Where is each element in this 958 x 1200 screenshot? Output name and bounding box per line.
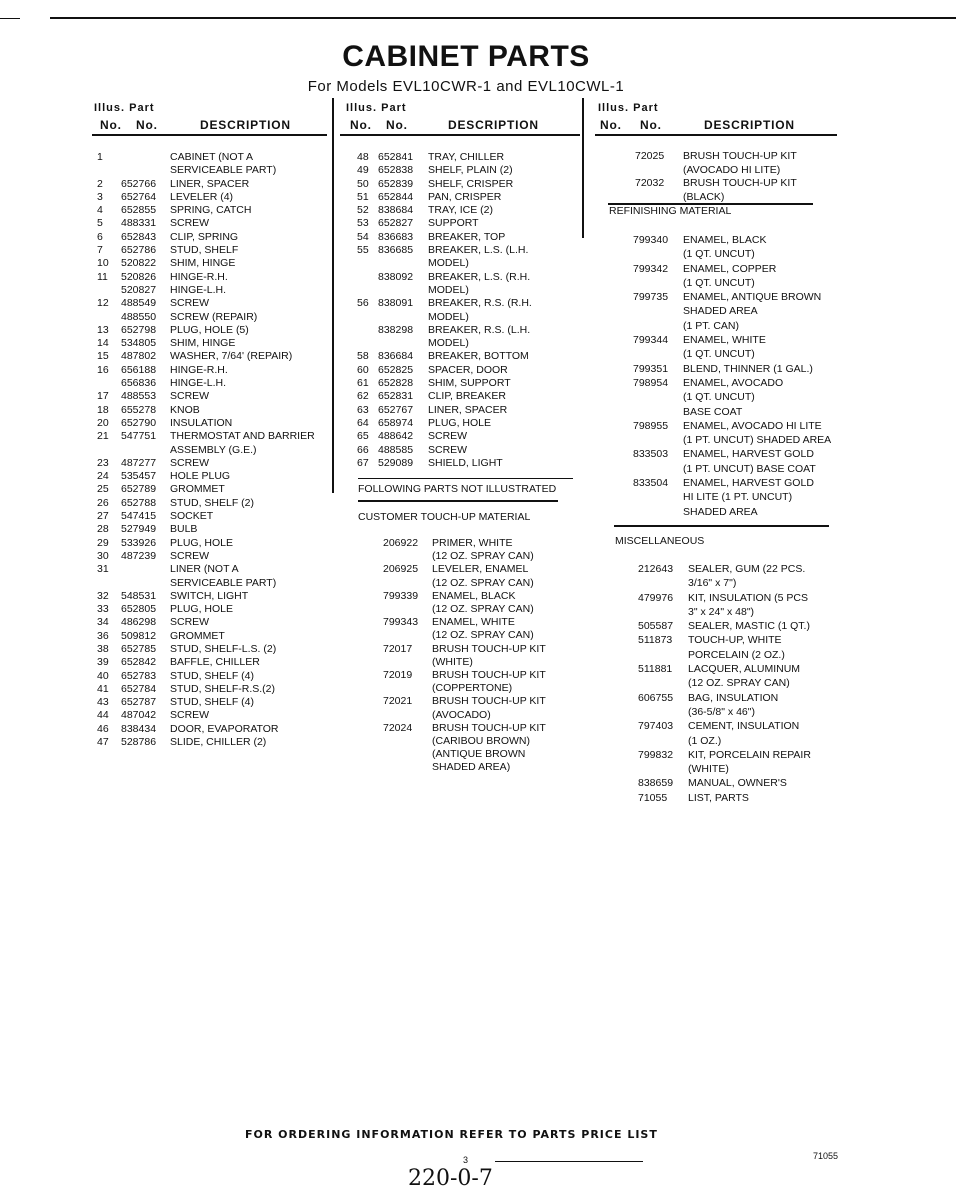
illus-number: 6 xyxy=(97,230,103,243)
part-description: BRUSH TOUCH-UP KIT (WHITE) xyxy=(432,642,546,668)
part-number: 206922 xyxy=(383,537,419,549)
part-description: HOLE PLUG xyxy=(170,470,231,483)
part-description: LINER, SPACER xyxy=(170,177,250,190)
part-number: 652783 xyxy=(121,669,157,682)
header-illus-part xyxy=(346,102,407,114)
part-description: SCREW xyxy=(170,616,210,629)
part-description: SCREW xyxy=(170,297,210,310)
header-description: DESCRIPTION xyxy=(448,118,539,132)
page-title: CABINET PARTS xyxy=(342,40,590,73)
part-number: 836685 xyxy=(378,244,414,257)
header-description: DESCRIPTION xyxy=(200,118,291,132)
part-description: SCREW xyxy=(170,390,210,403)
part-number: 838659 xyxy=(638,777,674,790)
part-description: STUD, SHELF (2) xyxy=(170,496,255,509)
part-description: SCREW xyxy=(428,430,468,443)
header-rule xyxy=(595,134,837,136)
column-divider xyxy=(582,98,584,238)
part-number: 652828 xyxy=(378,377,414,390)
part-number: 652839 xyxy=(378,177,414,190)
illus-number: 2 xyxy=(97,177,103,190)
part-description: STUD, SHELF (4) xyxy=(170,669,255,682)
illus-number: 51 xyxy=(357,190,369,203)
illus-number: 67 xyxy=(357,456,369,469)
illus-number: 47 xyxy=(97,736,109,749)
part-number: 479976 xyxy=(638,591,674,604)
part-number: 652786 xyxy=(121,244,157,257)
part-description: BULB xyxy=(170,523,198,536)
part-description: WASHER, 7/64' (REPAIR) xyxy=(170,350,293,363)
part-number: 528786 xyxy=(121,736,157,749)
footer-rule xyxy=(495,1161,643,1162)
part-description: SEALER, GUM (22 PCS. 3/16" x 7") xyxy=(688,563,806,590)
illus-number: 39 xyxy=(97,656,109,669)
illus-number: 55 xyxy=(357,244,369,257)
part-description: TOUCH-UP, WHITE PORCELAIN (2 OZ.) xyxy=(688,634,785,661)
part-description: LINER, SPACER xyxy=(428,403,508,416)
part-description: SOCKET xyxy=(170,510,214,523)
part-number: 212643 xyxy=(638,563,674,575)
part-description: SLIDE, CHILLER (2) xyxy=(170,736,267,749)
part-description: BRUSH TOUCH-UP KIT (AVOCADO HI LITE) xyxy=(683,150,797,176)
touchup-heading: CUSTOMER TOUCH-UP MATERIAL xyxy=(358,511,531,523)
part-number: 799351 xyxy=(633,362,669,375)
part-number: 72032 xyxy=(635,177,665,189)
part-number: 72025 xyxy=(635,150,665,162)
part-number: 206925 xyxy=(383,563,419,576)
part-description: ENAMEL, AVOCADO (1 QT. UNCUT) BASE COAT xyxy=(683,376,784,418)
part-number: 799342 xyxy=(633,262,669,275)
part-number: 533926 xyxy=(121,536,157,549)
header-rule xyxy=(340,134,580,136)
part-number: 652855 xyxy=(121,204,157,217)
part-number: 487239 xyxy=(121,549,157,562)
part-description: STUD, SHELF-L.S. (2) xyxy=(170,642,277,655)
part-description: PLUG, HOLE xyxy=(428,416,492,429)
header-part-no: No. xyxy=(136,118,158,132)
part-description: SEALER, MASTIC (1 QT.) xyxy=(688,620,810,633)
part-number: 652825 xyxy=(378,363,414,376)
part-description: HINGE-L.H. xyxy=(170,377,227,390)
part-description: LACQUER, ALUMINUM (12 OZ. SPRAY CAN) xyxy=(688,663,801,690)
illus-number: 62 xyxy=(357,390,369,403)
header-no: No. xyxy=(350,118,372,132)
page-number: 3 xyxy=(463,1155,469,1165)
part-description: SHELF, CRISPER xyxy=(428,177,514,190)
illus-number: 60 xyxy=(357,363,369,376)
part-description: SCREW xyxy=(170,456,210,469)
part-description: CEMENT, INSULATION (1 OZ.) xyxy=(688,720,800,747)
part-description: ENAMEL, COPPER (1 QT. UNCUT) xyxy=(683,262,777,289)
illus-number: 63 xyxy=(357,403,369,416)
part-number: 799832 xyxy=(638,748,674,761)
part-description: ENAMEL, HARVEST GOLD HI LITE (1 PT. UNCUT) SHADED AREA xyxy=(683,477,814,518)
part-description: KIT, INSULATION (5 PCS 3" x 24" x 48") xyxy=(688,591,808,618)
part-description: MANUAL, OWNER'S xyxy=(688,777,787,790)
column-divider xyxy=(332,98,334,493)
illus-number: 3 xyxy=(97,190,103,203)
part-description: SCREW (REPAIR) xyxy=(170,310,258,323)
part-description: PAN, CRISPER xyxy=(428,190,502,203)
part-description: ENAMEL, WHITE (12 OZ. SPRAY CAN) xyxy=(432,616,534,642)
illus-number: 53 xyxy=(357,217,369,230)
part-description: BREAKER, R.S. (L.H. MODEL) xyxy=(428,323,531,350)
part-description: BAFFLE, CHILLER xyxy=(170,656,260,669)
illus-number: 12 xyxy=(97,297,109,310)
part-number: 833503 xyxy=(633,448,669,461)
part-description: KNOB xyxy=(170,403,200,416)
part-number: 486298 xyxy=(121,616,157,629)
part-number: 798955 xyxy=(633,419,669,432)
part-number: 652838 xyxy=(378,164,414,177)
illus-number: 58 xyxy=(357,350,369,363)
part-number: 511881 xyxy=(638,663,673,676)
part-description: SHIM, HINGE xyxy=(170,257,236,270)
part-number: 652787 xyxy=(121,696,157,709)
part-number: 488549 xyxy=(121,297,157,310)
illus-number: 61 xyxy=(357,377,369,390)
part-description: SUPPORT xyxy=(428,217,479,230)
not-illustrated-heading: FOLLOWING PARTS NOT ILLUSTRATED xyxy=(358,483,557,495)
part-number: 487802 xyxy=(121,350,157,363)
part-description: ENAMEL, WHITE (1 QT. UNCUT) xyxy=(683,334,766,361)
part-number: 652844 xyxy=(378,190,414,203)
header-illus: Illus. xyxy=(598,102,630,114)
part-number: 799735 xyxy=(633,291,669,304)
part-description: ENAMEL, ANTIQUE BROWN SHADED AREA (1 PT. CAN) xyxy=(683,291,822,332)
part-number: 838298 xyxy=(378,323,414,336)
illus-number: 52 xyxy=(357,204,369,217)
illus-number: 29 xyxy=(97,536,109,549)
part-number: 505587 xyxy=(638,620,674,633)
refinishing-heading: REFINISHING MATERIAL xyxy=(609,205,732,217)
part-number: 652805 xyxy=(121,603,157,616)
part-number: 836683 xyxy=(378,230,414,243)
part-description: SCREW xyxy=(428,443,468,456)
part-number: 652843 xyxy=(121,230,157,243)
illus-number: 14 xyxy=(97,337,109,350)
part-description: ENAMEL, AVOCADO HI LITE (1 PT. UNCUT) SHADED AREA xyxy=(683,419,832,447)
part-description: CABINET (NOT A SERVICEABLE PART) xyxy=(170,151,277,177)
illus-number: 33 xyxy=(97,603,109,616)
part-description: SCREW xyxy=(170,549,210,562)
part-number: 509812 xyxy=(121,629,157,642)
part-number: 797403 xyxy=(638,720,674,733)
header-part-no: No. xyxy=(640,118,662,132)
part-number: 652798 xyxy=(121,323,157,336)
part-number: 520826 xyxy=(121,270,157,283)
part-number: 652784 xyxy=(121,682,157,695)
illus-number: 23 xyxy=(97,456,109,469)
illus-number: 16 xyxy=(97,363,109,376)
part-number: 652842 xyxy=(121,656,157,669)
illus-number: 18 xyxy=(97,403,109,416)
part-number: 487277 xyxy=(121,456,157,469)
part-number: 72017 xyxy=(383,642,413,655)
part-number: 547751 xyxy=(121,430,157,443)
part-description: ENAMEL, BLACK (1 QT. UNCUT) xyxy=(683,234,767,261)
part-number: 527949 xyxy=(121,523,157,536)
illus-number: 10 xyxy=(97,257,109,270)
part-number: 548531 xyxy=(121,589,157,602)
part-number: 838684 xyxy=(378,204,414,217)
illus-number: 5 xyxy=(97,217,103,230)
illus-number: 13 xyxy=(97,323,109,336)
illus-number: 31 xyxy=(97,563,109,576)
illus-number: 27 xyxy=(97,510,109,523)
header-illus-part xyxy=(94,102,155,114)
part-number: 652766 xyxy=(121,177,157,190)
part-description: SHELF, PLAIN (2) xyxy=(428,164,513,177)
page-subtitle: For Models EVL10CWR-1 and EVL10CWL-1 xyxy=(307,78,625,95)
illus-number: 64 xyxy=(357,416,369,429)
part-description: SWITCH, LIGHT xyxy=(170,589,249,602)
part-description: CLIP, SPRING xyxy=(170,230,239,243)
part-number: 655278 xyxy=(121,403,157,416)
part-description: SCREW xyxy=(170,217,210,230)
part-description: BRUSH TOUCH-UP KIT (COPPERTONE) xyxy=(432,668,546,695)
part-description: LEVELER (4) xyxy=(170,190,234,203)
illus-number: 41 xyxy=(97,682,109,695)
part-description: HINGE-L.H. xyxy=(170,283,227,296)
part-description: BREAKER, BOTTOM xyxy=(428,350,529,363)
illus-number: 11 xyxy=(97,270,108,283)
part-number: 529089 xyxy=(378,456,414,469)
part-description: BRUSH TOUCH-UP KIT (BLACK) xyxy=(683,177,797,203)
part-description: SHIM, SUPPORT xyxy=(428,377,511,390)
part-number: 547415 xyxy=(121,510,157,523)
illus-number: 25 xyxy=(97,483,109,496)
part-number: 838092 xyxy=(378,270,414,283)
part-number: 72019 xyxy=(383,668,413,681)
part-number: 652789 xyxy=(121,483,157,496)
part-number: 534805 xyxy=(121,337,157,350)
edge-mark xyxy=(0,18,20,19)
part-number: 833504 xyxy=(633,477,669,490)
part-number: 652785 xyxy=(121,642,157,655)
illus-number: 50 xyxy=(357,177,369,190)
part-number: 535457 xyxy=(121,470,157,483)
header-part-no: No. xyxy=(386,118,408,132)
part-number: 799344 xyxy=(633,334,669,347)
header-illus: Illus. xyxy=(94,102,126,114)
part-description: BRUSH TOUCH-UP KIT (CARIBOU BROWN) (ANTIQUE BROWN SHADED AREA) xyxy=(432,721,546,774)
illus-number: 32 xyxy=(97,589,109,602)
illus-number: 30 xyxy=(97,549,109,562)
illus-number: 43 xyxy=(97,696,109,709)
header-no: No. xyxy=(100,118,122,132)
part-description: PLUG, HOLE xyxy=(170,536,234,549)
illus-number: 46 xyxy=(97,722,109,735)
part-number: 520822 xyxy=(121,257,157,270)
header-part: Part xyxy=(381,102,407,114)
part-number: 798954 xyxy=(633,376,669,389)
part-description: GROMMET xyxy=(170,483,225,496)
part-number: 652788 xyxy=(121,496,157,509)
part-description: TRAY, ICE (2) xyxy=(428,204,493,217)
part-number: 836684 xyxy=(378,350,414,363)
part-number: 488550 xyxy=(121,310,157,323)
part-description: INSULATION xyxy=(170,416,233,429)
part-number: 656836 xyxy=(121,377,157,390)
part-description: PLUG, HOLE xyxy=(170,603,234,616)
part-number: 488585 xyxy=(378,443,414,456)
part-description: PRIMER, WHITE (12 OZ. SPRAY CAN) xyxy=(432,537,534,563)
part-description: HINGE-R.H. xyxy=(170,363,228,376)
header-description: DESCRIPTION xyxy=(704,118,795,132)
part-number: 652841 xyxy=(378,151,414,163)
illus-number: 38 xyxy=(97,642,109,655)
part-number: 652827 xyxy=(378,217,414,230)
part-description: DOOR, EVAPORATOR xyxy=(170,722,279,735)
part-number: 652767 xyxy=(378,403,414,416)
illus-number: 17 xyxy=(97,390,109,403)
part-number: 838091 xyxy=(378,297,414,310)
illus-number: 36 xyxy=(97,629,109,642)
part-description: BREAKER, R.S. (R.H. MODEL) xyxy=(428,297,532,323)
header-illus: Illus. xyxy=(346,102,378,114)
part-description: BRUSH TOUCH-UP KIT (AVOCADO) xyxy=(432,695,546,721)
illus-number: 34 xyxy=(97,616,109,629)
part-number: 487042 xyxy=(121,709,157,722)
illus-number: 1 xyxy=(97,151,103,163)
part-description: LEVELER, ENAMEL (12 OZ. SPRAY CAN) xyxy=(432,563,534,589)
part-description: STUD, SHELF (4) xyxy=(170,696,255,709)
header-part: Part xyxy=(129,102,155,114)
part-number: 658974 xyxy=(378,416,414,429)
part-number: 799340 xyxy=(633,234,669,246)
header-no: No. xyxy=(600,118,622,132)
header-rule xyxy=(92,134,327,136)
illus-number: 4 xyxy=(97,204,103,217)
part-number: 520827 xyxy=(121,283,157,296)
part-number: 799343 xyxy=(383,616,419,629)
part-description: SPACER, DOOR xyxy=(428,363,508,376)
part-description: BLEND, THINNER (1 GAL.) xyxy=(683,362,813,375)
part-number: 652764 xyxy=(121,190,157,203)
part-number: 71055 xyxy=(638,791,668,804)
part-description: SPRING, CATCH xyxy=(170,204,252,217)
header-part: Part xyxy=(633,102,659,114)
section-rule xyxy=(614,525,829,527)
part-description: STUD, SHELF-R.S.(2) xyxy=(170,682,276,695)
part-description: THERMOSTAT AND BARRIER ASSEMBLY (G.E.) xyxy=(170,430,315,456)
illus-number: 44 xyxy=(97,709,109,722)
part-description: SHIELD, LIGHT xyxy=(428,456,503,469)
illus-number: 26 xyxy=(97,496,109,509)
illus-number: 7 xyxy=(97,244,103,257)
part-description: LIST, PARTS xyxy=(688,791,749,804)
part-description: TRAY, CHILLER xyxy=(428,151,505,163)
illus-number: 15 xyxy=(97,350,109,363)
part-description: BREAKER, L.S. (R.H. MODEL) xyxy=(428,270,531,296)
part-number: 488642 xyxy=(378,430,414,443)
part-number: 488331 xyxy=(121,217,157,230)
header-illus-part xyxy=(598,102,659,114)
miscellaneous-heading: MISCELLANEOUS xyxy=(615,535,705,547)
illus-number: 28 xyxy=(97,523,109,536)
section-rule xyxy=(358,500,558,502)
part-number: 72021 xyxy=(383,695,413,708)
part-number: 652831 xyxy=(378,390,414,403)
illus-number: 49 xyxy=(357,164,369,177)
part-description: ENAMEL, HARVEST GOLD (1 PT. UNCUT) BASE COAT xyxy=(683,448,816,475)
section-rule xyxy=(358,478,573,479)
part-description: SHIM, HINGE xyxy=(170,337,236,350)
illus-number: 20 xyxy=(97,416,109,429)
top-rule xyxy=(50,17,956,19)
illus-number: 65 xyxy=(357,430,369,443)
part-description: BAG, INSULATION (36-5/8" x 46") xyxy=(688,691,779,718)
part-number: 799339 xyxy=(383,589,419,602)
illus-number: 66 xyxy=(357,443,369,456)
part-number: 511873 xyxy=(638,634,673,647)
part-description: STUD, SHELF xyxy=(170,244,239,257)
handwritten-note: 220-0-7 xyxy=(408,1166,493,1191)
part-description: LINER (NOT A SERVICEABLE PART) xyxy=(170,563,277,589)
part-number: 488553 xyxy=(121,390,157,403)
part-number: 652790 xyxy=(121,416,157,429)
part-number: 606755 xyxy=(638,691,674,704)
document-code: 71055 xyxy=(813,1151,839,1161)
part-description: HINGE-R.H. xyxy=(170,270,228,283)
part-number: 656188 xyxy=(121,363,157,376)
part-number: 838434 xyxy=(121,722,157,735)
part-description: GROMMET xyxy=(170,629,225,642)
illus-number: 54 xyxy=(357,230,369,243)
illus-number: 21 xyxy=(97,430,109,443)
illus-number: 48 xyxy=(357,151,369,163)
part-description: ENAMEL, BLACK (12 OZ. SPRAY CAN) xyxy=(432,589,534,615)
part-description: KIT, PORCELAIN REPAIR (WHITE) xyxy=(688,748,811,776)
illus-number: 56 xyxy=(357,297,369,310)
ordering-note: FOR ORDERING INFORMATION REFER TO PARTS PRICE LIST xyxy=(245,1128,658,1141)
part-description: PLUG, HOLE (5) xyxy=(170,323,249,336)
part-description: BREAKER, L.S. (L.H. MODEL) xyxy=(428,244,529,270)
part-description: SCREW xyxy=(170,709,210,722)
part-number: 72024 xyxy=(383,721,413,734)
part-description: BREAKER, TOP xyxy=(428,230,506,243)
illus-number: 40 xyxy=(97,669,109,682)
part-description: CLIP, BREAKER xyxy=(428,390,507,403)
illus-number: 24 xyxy=(97,470,109,483)
